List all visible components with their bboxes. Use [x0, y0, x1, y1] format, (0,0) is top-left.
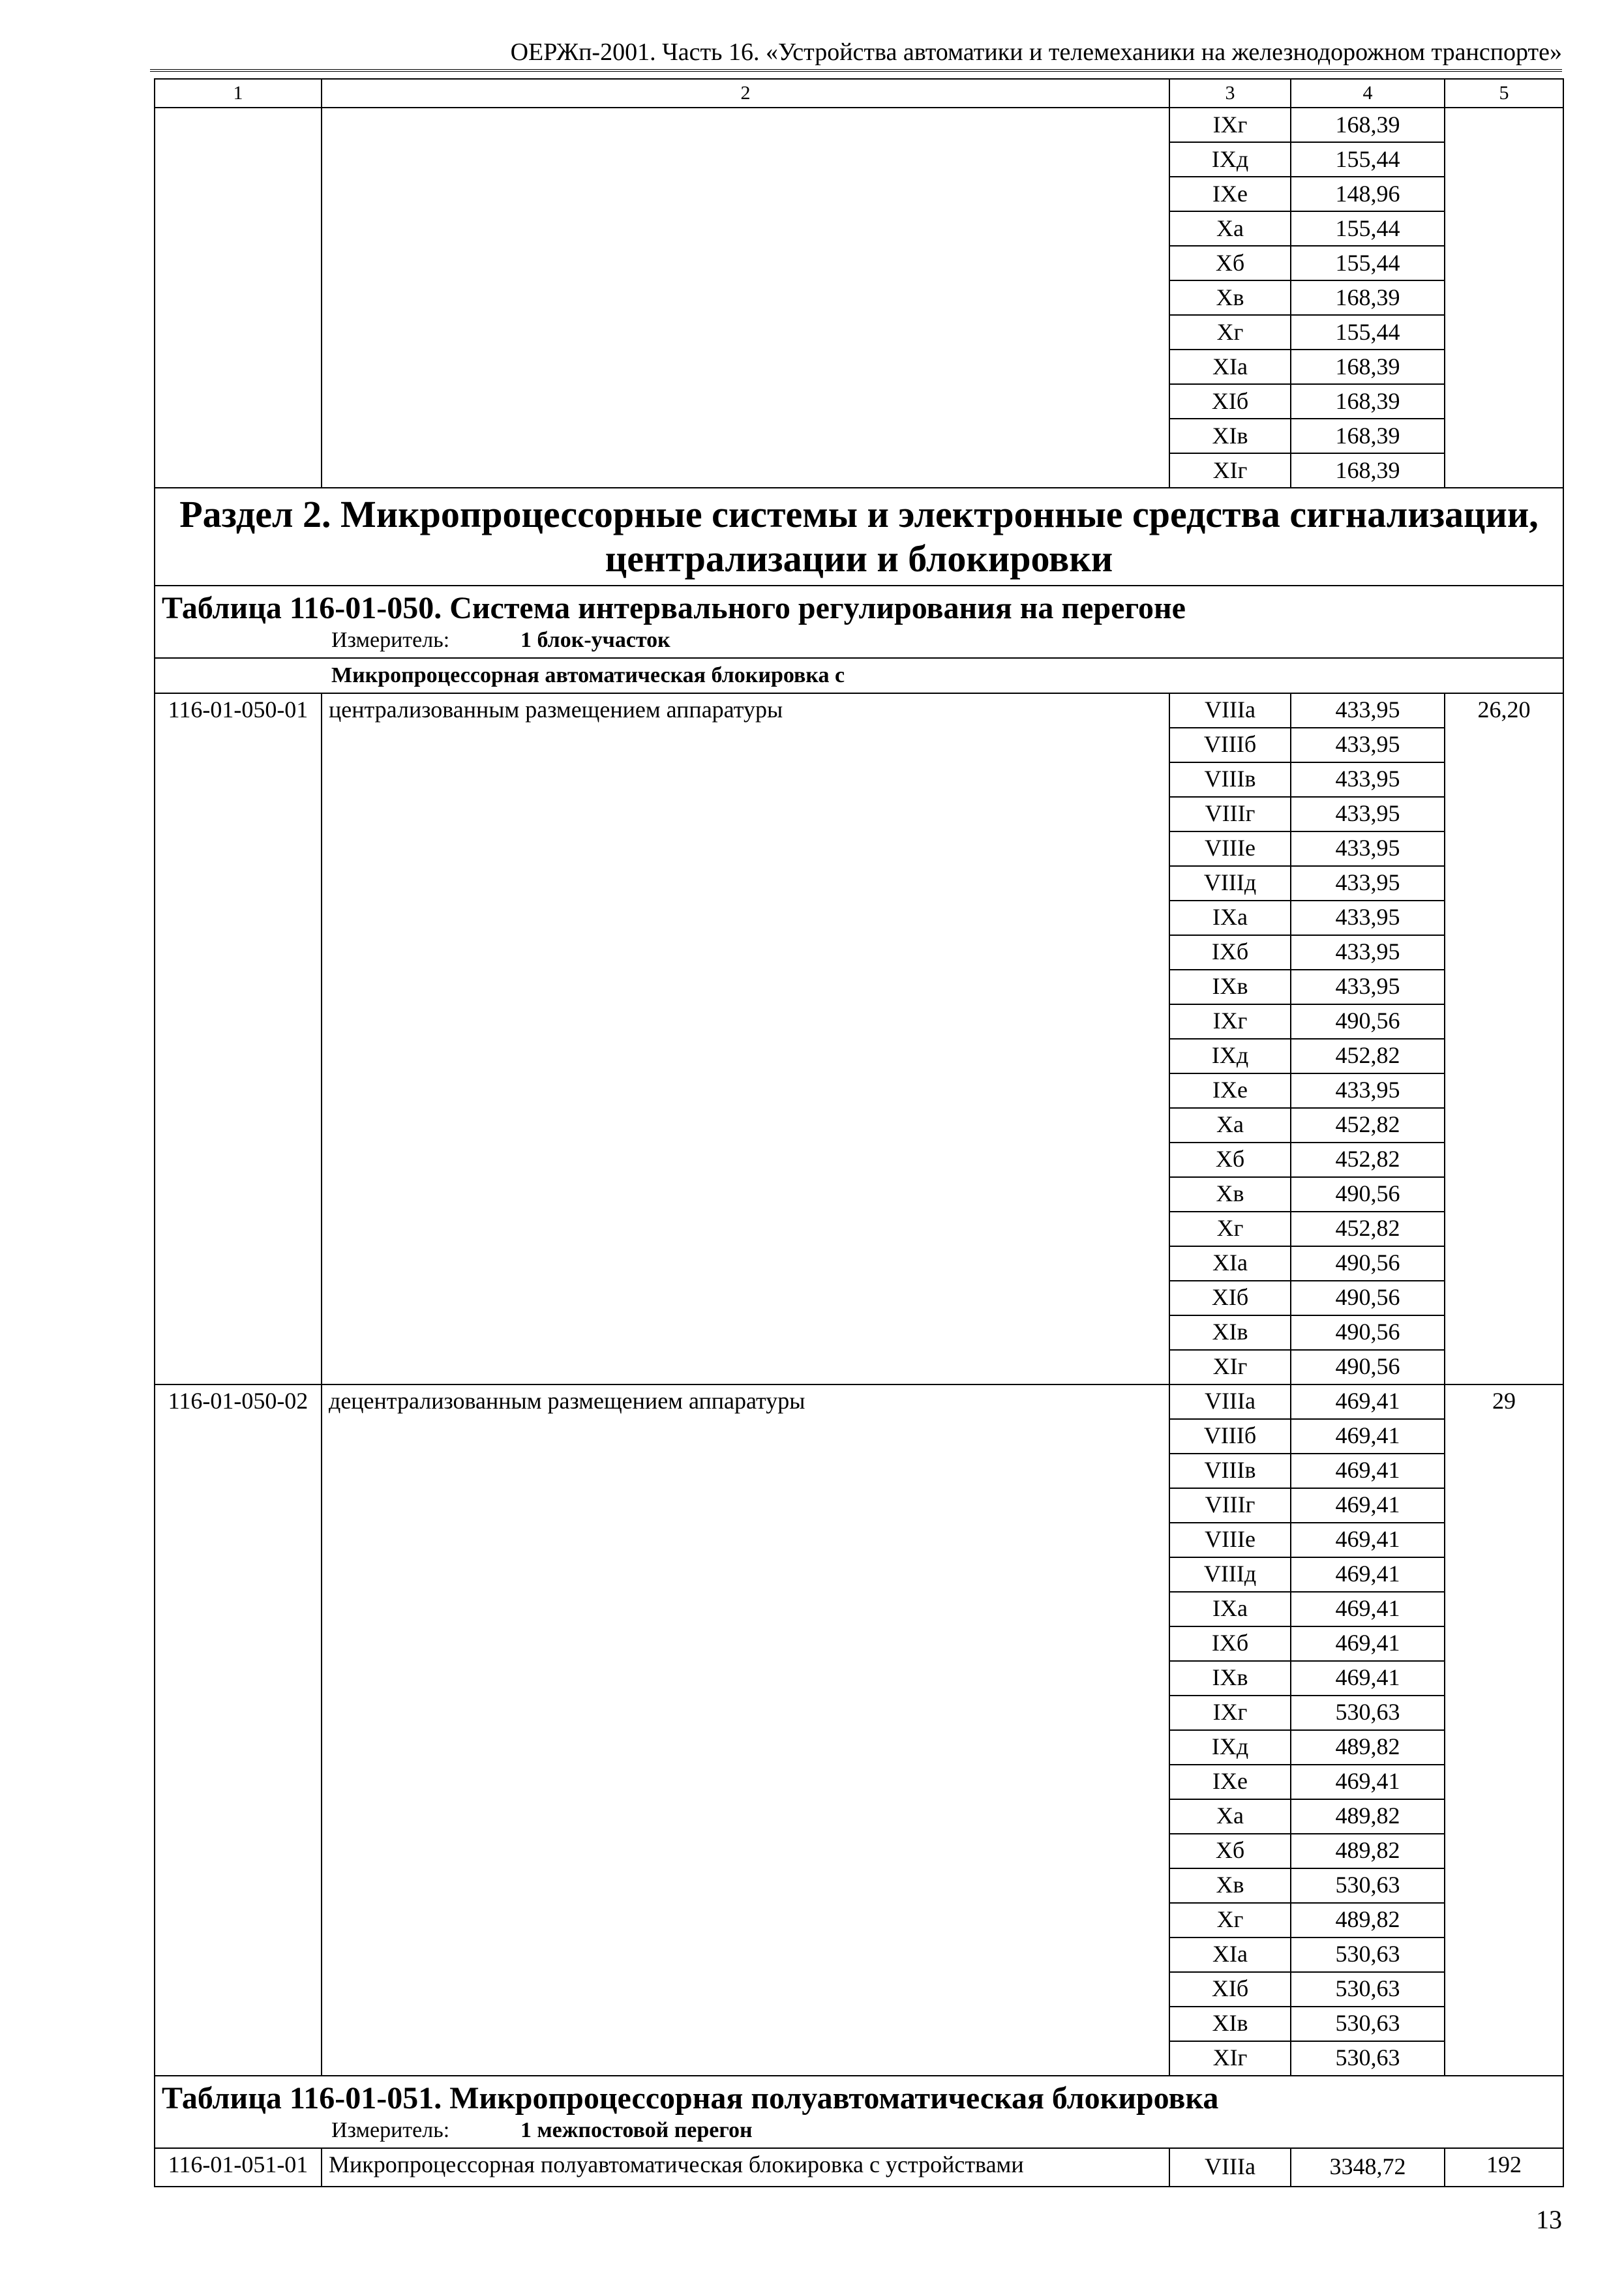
- zone-cell: IXг: [1169, 1696, 1291, 1730]
- value-cell: 489,82: [1291, 1903, 1445, 1937]
- zone-cell: IXд: [1169, 1039, 1291, 1073]
- running-header: [150, 33, 1562, 72]
- value-cell: 490,56: [1291, 1281, 1445, 1315]
- value-cell: 452,82: [1291, 1212, 1445, 1246]
- zone-cell: VIIIд: [1169, 1557, 1291, 1592]
- zone-cell: VIIIг: [1169, 797, 1291, 831]
- item-description: децентрализованным размещением аппаратуры: [322, 1384, 1169, 2076]
- value-cell: 489,82: [1291, 1799, 1445, 1834]
- item-description: [322, 108, 1169, 488]
- value-cell: 433,95: [1291, 970, 1445, 1004]
- table-050-header-row: [155, 586, 1563, 658]
- value-cell: 168,39: [1291, 419, 1445, 453]
- item-code: 116-01-050-02: [155, 1384, 322, 2076]
- zone-cell: VIIIa: [1169, 693, 1291, 728]
- price-table: [154, 78, 1564, 2187]
- running-header-title: ОЕРЖп-2001. Часть 16. «Устройства автоматики и телемеханики на железнодорожном транспорте»: [510, 38, 1562, 66]
- value-cell: 469,41: [1291, 1765, 1445, 1799]
- table-050-title: Таблица 116-01-050. Система интервального регулирования на перегоне: [162, 591, 1186, 625]
- zone-cell: Xa: [1169, 211, 1291, 246]
- zone-cell: XIв: [1169, 419, 1291, 453]
- value-cell: 489,82: [1291, 1730, 1445, 1765]
- item-mass: 192: [1445, 2148, 1563, 2187]
- zone-cell: Xг: [1169, 315, 1291, 350]
- zone-cell: IXе: [1169, 1073, 1291, 1108]
- zone-cell: VIIIд: [1169, 866, 1291, 901]
- value-cell: 469,41: [1291, 1661, 1445, 1696]
- value-cell: 469,41: [1291, 1488, 1445, 1523]
- column-index-row: [155, 79, 1563, 108]
- value-cell: 452,82: [1291, 1039, 1445, 1073]
- item-description: централизованным размещением аппаратуры: [322, 693, 1169, 1384]
- zone-cell: XIв: [1169, 2007, 1291, 2041]
- zone-cell: Xг: [1169, 1212, 1291, 1246]
- zone-cell: VIIIб: [1169, 728, 1291, 762]
- zone-cell: Xв: [1169, 1177, 1291, 1212]
- zone-cell: VIIIе: [1169, 1523, 1291, 1557]
- zone-cell: Xб: [1169, 1834, 1291, 1868]
- value-cell: 530,63: [1291, 1937, 1445, 1972]
- zone-cell: VIIIе: [1169, 831, 1291, 866]
- value-cell: 433,95: [1291, 693, 1445, 728]
- measure-label: Измеритель:: [331, 2118, 450, 2143]
- value-cell: 168,39: [1291, 384, 1445, 419]
- measure-label: Измеритель:: [331, 628, 450, 653]
- zone-cell: IXг: [1169, 108, 1291, 142]
- value-cell: 530,63: [1291, 2007, 1445, 2041]
- zone-cell: IXб: [1169, 935, 1291, 970]
- value-cell: 530,63: [1291, 1868, 1445, 1903]
- page-number: 13: [1536, 2205, 1562, 2234]
- value-cell: 433,95: [1291, 762, 1445, 797]
- zone-cell: IXе: [1169, 1765, 1291, 1799]
- column-index-2: 2: [322, 79, 1169, 108]
- value-cell: 168,39: [1291, 108, 1445, 142]
- value-cell: 530,63: [1291, 2041, 1445, 2076]
- table-050-subheading-row: [155, 658, 1563, 693]
- column-index-4: 4: [1291, 79, 1445, 108]
- section-heading-row: [155, 488, 1563, 586]
- value-cell: 489,82: [1291, 1834, 1445, 1868]
- zone-cell: XIб: [1169, 384, 1291, 419]
- zone-cell: XIг: [1169, 453, 1291, 488]
- zone-cell: IXг: [1169, 1004, 1291, 1039]
- zone-cell: VIIIв: [1169, 1454, 1291, 1488]
- item-mass: 29: [1445, 1384, 1563, 2076]
- zone-cell: Xa: [1169, 1799, 1291, 1834]
- table-row: [155, 1384, 1563, 1419]
- table-051-header-row: [155, 2076, 1563, 2148]
- item-mass: 26,20: [1445, 693, 1563, 1384]
- zone-cell: Xб: [1169, 1143, 1291, 1177]
- item-code: [155, 108, 322, 488]
- table-050-header: [155, 586, 1563, 658]
- header-rule: [150, 69, 1562, 72]
- table-050-subheading: Микропроцессорная автоматическая блокировка с: [155, 658, 1563, 693]
- item-mass: [1445, 108, 1563, 488]
- value-cell: 155,44: [1291, 246, 1445, 280]
- value-cell: 530,63: [1291, 1972, 1445, 2007]
- zone-cell: XIб: [1169, 1281, 1291, 1315]
- zone-cell: IXб: [1169, 1626, 1291, 1661]
- zone-cell: IXa: [1169, 901, 1291, 935]
- measure-unit: 1 межпостовой перегон: [520, 2118, 753, 2143]
- item-code: 116-01-050-01: [155, 693, 322, 1384]
- column-index-1: 1: [155, 79, 322, 108]
- zone-cell: IXa: [1169, 1592, 1291, 1626]
- zone-cell: IXв: [1169, 970, 1291, 1004]
- zone-cell: VIIIб: [1169, 1419, 1291, 1454]
- value-cell: 490,56: [1291, 1315, 1445, 1350]
- value-cell: 490,56: [1291, 1350, 1445, 1384]
- zone-cell: IXд: [1169, 142, 1291, 177]
- column-index-5: 5: [1445, 79, 1563, 108]
- zone-cell: Xa: [1169, 1108, 1291, 1143]
- value-cell: 433,95: [1291, 831, 1445, 866]
- zone-cell: VIIIa: [1169, 2148, 1291, 2187]
- value-cell: 433,95: [1291, 728, 1445, 762]
- column-index-3: 3: [1169, 79, 1291, 108]
- value-cell: 452,82: [1291, 1143, 1445, 1177]
- value-cell: 490,56: [1291, 1004, 1445, 1039]
- zone-cell: IXе: [1169, 177, 1291, 211]
- zone-cell: VIIIг: [1169, 1488, 1291, 1523]
- value-cell: 155,44: [1291, 315, 1445, 350]
- zone-cell: XIб: [1169, 1972, 1291, 2007]
- zone-cell: Xв: [1169, 280, 1291, 315]
- table-051-title: Таблица 116-01-051. Микропроцессорная полуавтоматическая блокировка: [162, 2080, 1219, 2116]
- item-description: Микропроцессорная полуавтоматическая блокировка с устройствами: [322, 2148, 1169, 2187]
- zone-cell: XIг: [1169, 2041, 1291, 2076]
- value-cell: 433,95: [1291, 866, 1445, 901]
- zone-cell: XIa: [1169, 350, 1291, 384]
- table-row: [155, 693, 1563, 728]
- value-cell: 168,39: [1291, 453, 1445, 488]
- value-cell: 168,39: [1291, 280, 1445, 315]
- value-cell: 469,41: [1291, 1419, 1445, 1454]
- value-cell: 490,56: [1291, 1177, 1445, 1212]
- zone-cell: XIг: [1169, 1350, 1291, 1384]
- value-cell: 469,41: [1291, 1454, 1445, 1488]
- value-cell: 433,95: [1291, 901, 1445, 935]
- value-cell: 3348,72: [1291, 2148, 1445, 2187]
- table-row: [155, 108, 1563, 142]
- value-cell: 469,41: [1291, 1626, 1445, 1661]
- section-title: Раздел 2. Микропроцессорные системы и электронные средства сигнализации, централизации и блокировки: [155, 488, 1563, 586]
- zone-cell: Xб: [1169, 246, 1291, 280]
- value-cell: 452,82: [1291, 1108, 1445, 1143]
- value-cell: 148,96: [1291, 177, 1445, 211]
- table-051-header: [155, 2076, 1563, 2148]
- table-050-measure: [162, 629, 1556, 652]
- value-cell: 433,95: [1291, 1073, 1445, 1108]
- table-row: [155, 2148, 1563, 2187]
- value-cell: 490,56: [1291, 1246, 1445, 1281]
- value-cell: 469,41: [1291, 1384, 1445, 1419]
- zone-cell: XIв: [1169, 1315, 1291, 1350]
- item-code: 116-01-051-01: [155, 2148, 322, 2187]
- table-051-measure: [162, 2119, 1556, 2142]
- value-cell: 433,95: [1291, 935, 1445, 970]
- value-cell: 469,41: [1291, 1557, 1445, 1592]
- measure-unit: 1 блок-участок: [520, 628, 670, 653]
- value-cell: 155,44: [1291, 142, 1445, 177]
- zone-cell: Xв: [1169, 1868, 1291, 1903]
- value-cell: 530,63: [1291, 1696, 1445, 1730]
- zone-cell: VIIIв: [1169, 762, 1291, 797]
- zone-cell: Xг: [1169, 1903, 1291, 1937]
- zone-cell: XIa: [1169, 1937, 1291, 1972]
- zone-cell: IXд: [1169, 1730, 1291, 1765]
- zone-cell: XIa: [1169, 1246, 1291, 1281]
- zone-cell: VIIIa: [1169, 1384, 1291, 1419]
- value-cell: 469,41: [1291, 1592, 1445, 1626]
- zone-cell: IXв: [1169, 1661, 1291, 1696]
- value-cell: 155,44: [1291, 211, 1445, 246]
- value-cell: 469,41: [1291, 1523, 1445, 1557]
- value-cell: 433,95: [1291, 797, 1445, 831]
- value-cell: 168,39: [1291, 350, 1445, 384]
